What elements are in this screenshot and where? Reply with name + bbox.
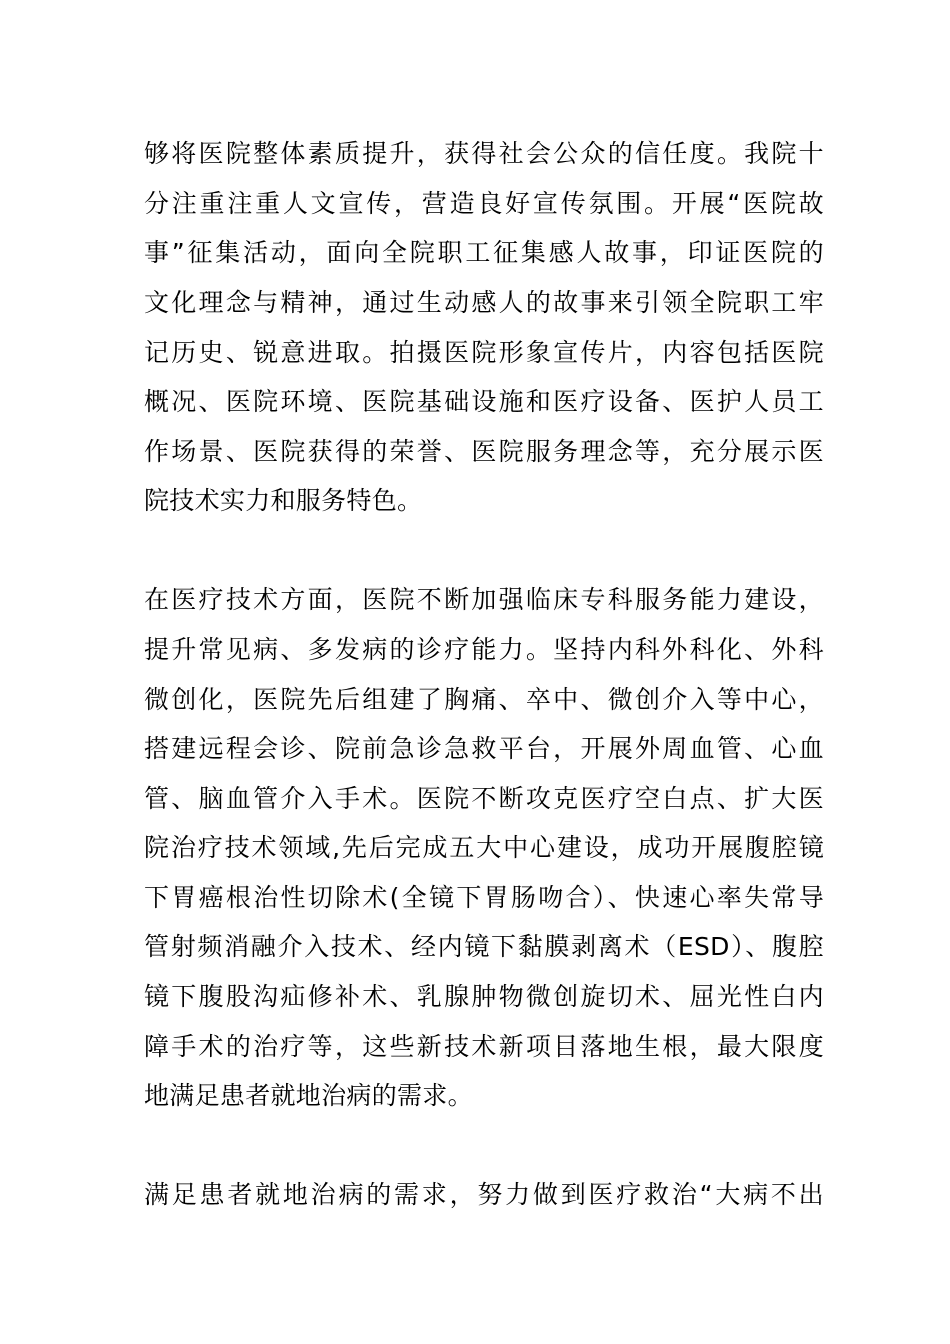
text-line: 下胃癌根治性切除术(全镜下胃肠吻合）、快速心率失常导	[144, 883, 824, 912]
text-line: 在医疗技术方面，医院不断加强临床专科服务能力建设，	[144, 585, 824, 614]
text-line: 院治疗技术领域,先后完成五大中心建设，成功开展腹腔镜	[144, 833, 824, 862]
text-line: 镜下腹股沟疝修补术、乳腺肿物微创旋切术、屈光性白内	[144, 982, 824, 1011]
text-line: 够将医院整体素质提升，获得社会公众的信任度。我院十	[144, 139, 824, 168]
text-line: 障手术的治疗等，这些新技术新项目落地生根，最大限度	[144, 1032, 824, 1061]
text-line: 院技术实力和服务特色。	[144, 486, 423, 515]
text-line: 作场景、医院获得的荣誉、医院服务理念等，充分展示医	[144, 437, 824, 466]
text-line: 管射频消融介入技术、经内镜下黏膜剥离术（ESD）、腹腔	[144, 932, 824, 961]
text-line: 满足患者就地治病的需求，努力做到医疗救治“大病不出	[144, 1180, 824, 1209]
text-line: 记历史、锐意进取。拍摄医院形象宣传片，内容包括医院	[144, 338, 824, 367]
text-line: 管、脑血管介入手术。医院不断攻克医疗空白点、扩大医	[144, 784, 824, 813]
text-line: 概况、医院环境、医院基础设施和医疗设备、医护人员工	[144, 387, 824, 416]
text-line: 地满足患者就地治病的需求。	[144, 1081, 473, 1110]
text-line: 分注重注重人文宣传，营造良好宣传氛围。开展“医院故	[144, 189, 824, 218]
text-line: 事”征集活动，面向全院职工征集感人故事，印证医院的	[144, 238, 824, 267]
text-line: 提升常见病、多发病的诊疗能力。坚持内科外科化、外科	[144, 635, 824, 664]
text-line: 微创化，医院先后组建了胸痛、卒中、微创介入等中心，	[144, 685, 824, 714]
text-line: 搭建远程会诊、院前急诊急救平台，开展外周血管、心血	[144, 734, 824, 763]
text-line: 文化理念与精神，通过生动感人的故事来引领全院职工牢	[144, 288, 824, 317]
